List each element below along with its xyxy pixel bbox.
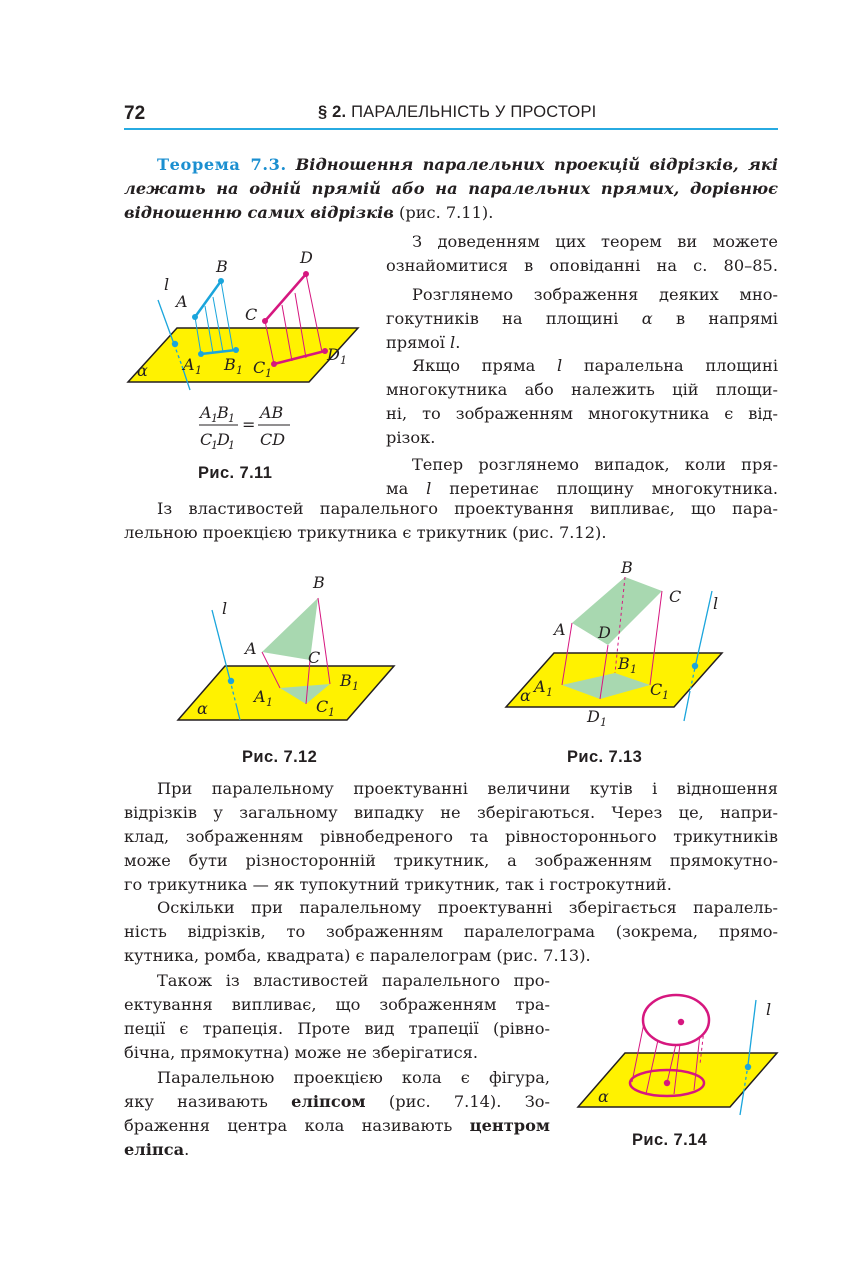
text-line: Якщо пряма l паралельна площині: [412, 356, 778, 375]
text-line: Паралельною проекцією кола є фігура,: [157, 1068, 550, 1087]
svg-text:C: C: [308, 648, 321, 667]
svg-text:A: A: [245, 639, 257, 658]
text-line: ні, то зображенням многокутника є від-: [386, 404, 778, 423]
text-line: прямої l.: [386, 333, 461, 352]
svg-text:α: α: [598, 1087, 609, 1106]
page-number: 72: [124, 103, 146, 124]
circle-center: [678, 1019, 684, 1025]
svg-text:C: C: [669, 587, 682, 606]
text-line: еліпса.: [124, 1140, 190, 1159]
text-line: пеції є трапеція. Проте вид трапеції (рівно-: [124, 1019, 550, 1038]
theorem-line-3: відношенню самих відрізків (рис. 7.11).: [124, 203, 494, 222]
caption-fig-7-11: Рис. 7.11: [198, 464, 273, 482]
svg-text:B: B: [621, 558, 633, 577]
text-line: Розглянемо зображення деяких мно-: [412, 285, 778, 304]
plane-alpha: [128, 328, 358, 382]
text-line: ознайомитися в оповіданні на с. 80–85.: [386, 256, 778, 275]
caption-fig-7-14: Рис. 7.14: [632, 1131, 708, 1149]
text-line: Також із властивостей паралельного про-: [157, 971, 550, 990]
text-line: З доведенням цих теорем ви можете: [412, 232, 778, 251]
svg-text:1: 1: [265, 367, 272, 380]
svg-text:1: 1: [211, 412, 218, 425]
text-line: Оскільки при паралельному проектуванні зберігається паралель-: [157, 898, 778, 917]
plane-alpha: [178, 666, 394, 720]
figure-7-13: [500, 555, 740, 735]
svg-text:A: A: [534, 677, 546, 696]
svg-text:A: A: [554, 620, 566, 639]
svg-text:1: 1: [630, 663, 637, 676]
svg-text:l: l: [164, 275, 170, 294]
svg-text:1: 1: [546, 686, 553, 699]
svg-text:1: 1: [195, 364, 202, 377]
svg-text:D: D: [327, 345, 340, 364]
svg-text:C: C: [245, 305, 258, 324]
text-line: різок.: [386, 428, 436, 447]
text-line: го трикутника — як тупокутний трикутник, так і гострокутний.: [124, 875, 672, 894]
text-line: яку називають еліпсом (рис. 7.14). Зо-: [124, 1092, 550, 1111]
svg-text:1: 1: [328, 706, 335, 719]
svg-text:1: 1: [236, 364, 243, 377]
section-name: ПАРАЛЕЛЬНІСТЬ У ПРОСТОРІ: [351, 103, 597, 121]
svg-text:A: A: [176, 292, 188, 311]
text-line: клад, зображенням рівнобедреного та рівностороннього трикутників: [124, 827, 778, 846]
text-line: При паралельному проектуванні величини кутів і відношення: [157, 779, 778, 798]
svg-text:α: α: [137, 361, 148, 380]
text-line: гокутників на площині α в напрямі: [386, 309, 778, 328]
circle: [643, 995, 709, 1045]
text-line: лельною проекцією трикутника є трикутник (рис. 7.12).: [124, 523, 607, 542]
svg-text:1: 1: [266, 696, 273, 709]
svg-text:1: 1: [340, 354, 347, 367]
theorem-label: Теорема 7.3.: [157, 155, 287, 174]
svg-text:D: D: [587, 707, 600, 726]
svg-text:1: 1: [228, 439, 235, 452]
svg-text:B: B: [313, 573, 325, 592]
text-line: кутника, ромба, квадрата) є паралелограм (рис. 7.13).: [124, 946, 591, 965]
svg-text:l: l: [713, 594, 719, 613]
ellipse-center: [664, 1080, 670, 1086]
svg-text:B: B: [224, 355, 236, 374]
svg-text:A: A: [254, 687, 266, 706]
text-line: Із властивостей паралельного проектування випливає, що пара-: [157, 499, 778, 518]
svg-text:CD: CD: [260, 430, 286, 449]
segment-CD: [265, 274, 306, 321]
text-line: ектування випливає, що зображенням тра-: [124, 995, 550, 1014]
svg-text:C: C: [253, 358, 266, 377]
svg-text:l: l: [222, 599, 228, 618]
section-mark: § 2.: [318, 103, 347, 121]
figure-7-14: [570, 990, 780, 1125]
svg-text:D: D: [217, 430, 230, 449]
text-line: ність відрізків, то зображенням паралелограма (зокрема, прямо-: [124, 922, 778, 941]
svg-text:C: C: [650, 680, 663, 699]
svg-text:α: α: [197, 699, 208, 718]
svg-text:A: A: [200, 403, 212, 422]
theorem-line-1: Теорема 7.3. Відношення паралельних проекцій відрізків, які: [157, 155, 778, 174]
svg-text:1: 1: [352, 680, 359, 693]
svg-text:D: D: [300, 248, 313, 267]
svg-text:α: α: [520, 686, 531, 705]
svg-text:AB: AB: [260, 403, 284, 422]
text-line: браження центра кола називають центром: [124, 1116, 550, 1135]
figure-7-11: [120, 240, 390, 460]
segment-AB: [195, 281, 221, 317]
caption-fig-7-12: Рис. 7.12: [242, 748, 318, 766]
text-line: Тепер розглянемо випадок, коли пря-: [412, 455, 778, 474]
theorem-line-2: лежать на одній прямій або на паралельних прямих, дорівнює: [124, 179, 778, 198]
figure-7-12: [170, 570, 400, 730]
text-line: бічна, прямокутна) може не зберігатися.: [124, 1043, 479, 1062]
svg-text:1: 1: [600, 716, 607, 729]
parallelogram-ABCD: [572, 577, 662, 645]
header-rule: [124, 128, 778, 130]
svg-text:B: B: [217, 403, 229, 422]
text-line: многокутника або належить цій площи-: [386, 380, 778, 399]
svg-text:l: l: [766, 1000, 772, 1019]
svg-text:A: A: [183, 355, 195, 374]
svg-text:C: C: [200, 430, 213, 449]
caption-fig-7-13: Рис. 7.13: [567, 748, 643, 766]
text-line: може бути різносторонній трикутник, а зображенням прямокутно-: [124, 851, 778, 870]
svg-text:B: B: [340, 671, 352, 690]
svg-text:B: B: [618, 654, 630, 673]
svg-text:1: 1: [228, 412, 235, 425]
line-l: [158, 300, 174, 344]
section-title: [318, 103, 596, 122]
text-line: ма l перетинає площину многокутника.: [386, 479, 779, 498]
svg-text:=: =: [242, 415, 256, 434]
svg-text:B: B: [216, 257, 228, 276]
svg-text:C: C: [316, 697, 329, 716]
svg-text:1: 1: [211, 439, 218, 452]
svg-text:1: 1: [662, 689, 669, 702]
svg-text:D: D: [598, 623, 611, 642]
text-line: відрізків у загальному випадку не зберігаються. Через це, напри-: [124, 803, 778, 822]
